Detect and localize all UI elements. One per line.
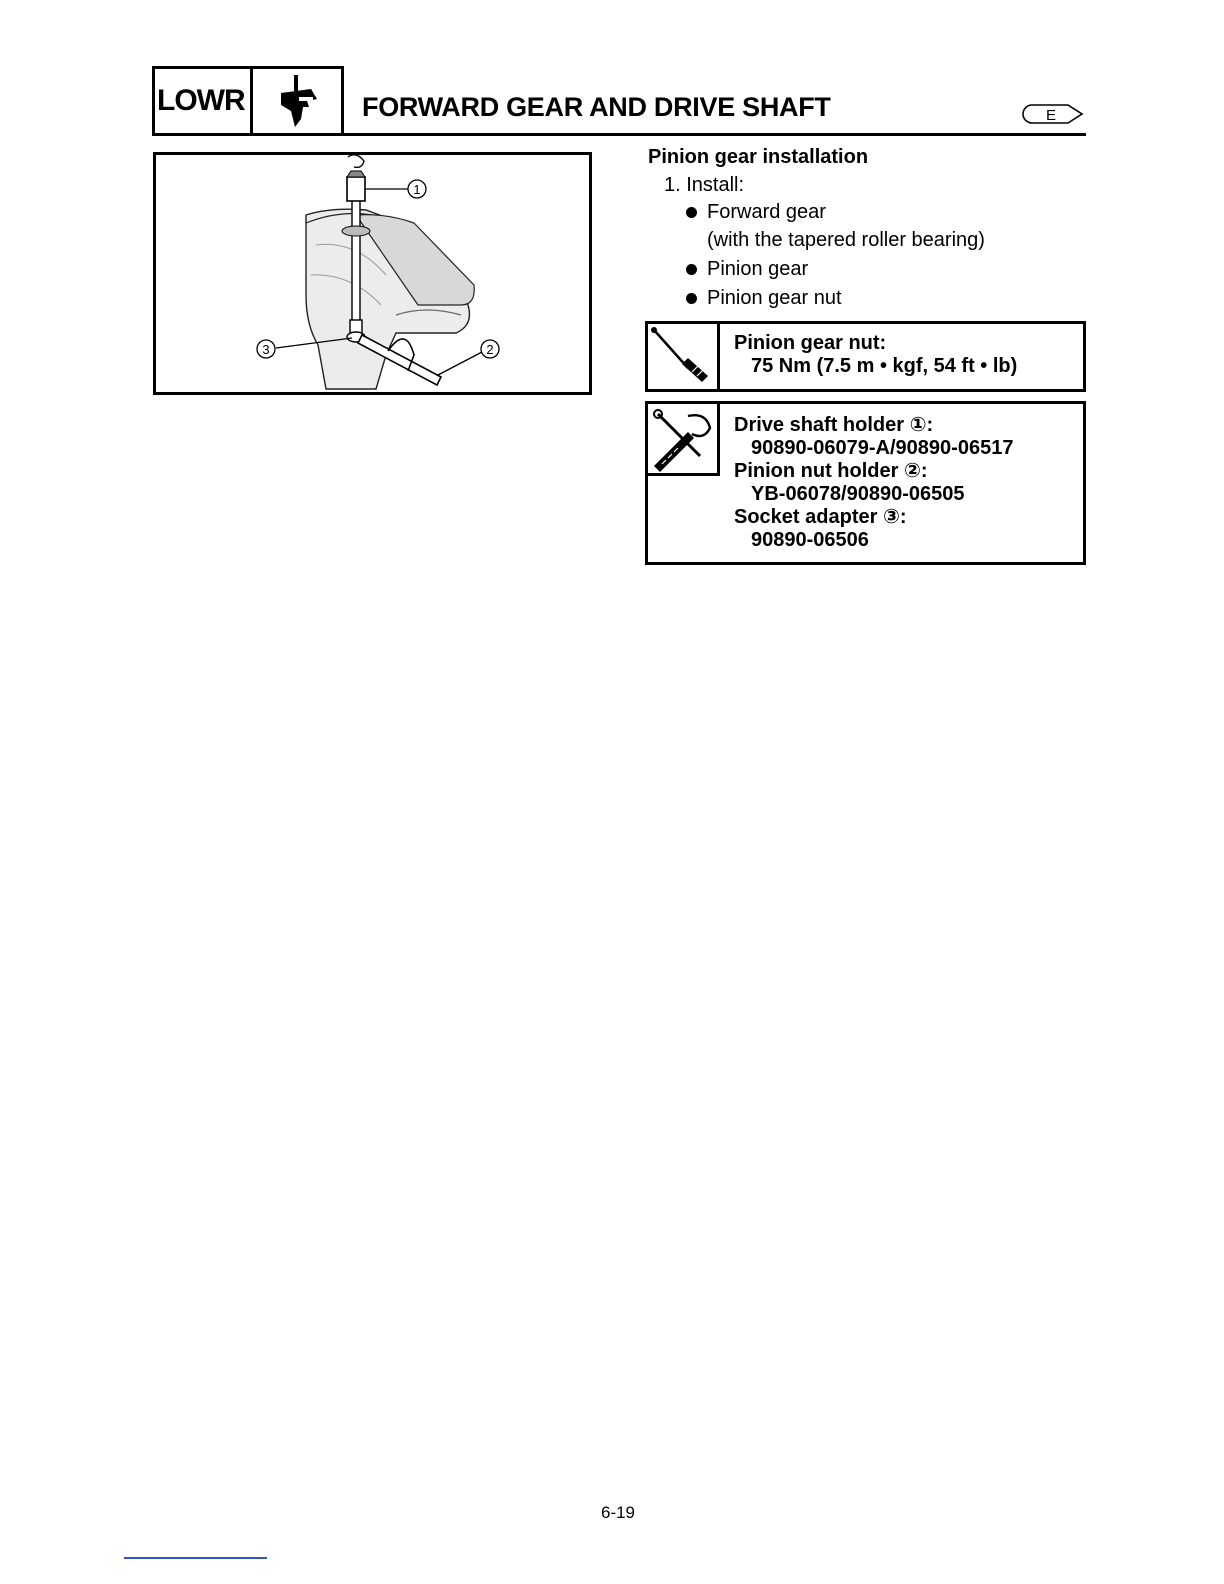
page-title: FORWARD GEAR AND DRIVE SHAFT xyxy=(362,92,831,122)
list-item: Pinion gear nut xyxy=(686,287,842,310)
list-item: Pinion gear xyxy=(686,258,808,281)
tool-label: Pinion nut holder ②: xyxy=(734,460,928,482)
lower-unit-icon xyxy=(253,69,341,133)
svg-text:3: 3 xyxy=(262,342,270,357)
special-tool-icon xyxy=(648,404,720,476)
footer-link-underline xyxy=(124,1557,267,1559)
callout-2 xyxy=(481,340,499,358)
torque-value: 75 Nm (7.5 m • kgf, 54 ft • lb) xyxy=(751,355,1018,377)
section-badge xyxy=(152,66,344,136)
special-tool-box xyxy=(645,401,1086,565)
svg-text:2: 2 xyxy=(486,342,494,357)
language-badge xyxy=(1022,103,1084,130)
svg-text:1: 1 xyxy=(413,182,421,197)
header-rule xyxy=(344,133,1086,136)
language-badge-label: E xyxy=(1046,107,1057,124)
page-number: 6-19 xyxy=(600,1503,636,1522)
lower-unit-figure xyxy=(153,152,592,395)
callout-1 xyxy=(408,180,426,198)
callout-3 xyxy=(257,340,275,358)
bullet-icon xyxy=(686,293,697,304)
bullet-icon xyxy=(686,264,697,275)
section-code: LOWR xyxy=(155,69,253,133)
torque-spec-box xyxy=(645,321,1086,392)
torque-label: Pinion gear nut: xyxy=(734,332,887,354)
list-item-note: (with the tapered roller bearing) xyxy=(707,229,985,251)
list-item: Forward gear xyxy=(686,201,826,224)
step-1: 1. Install: xyxy=(664,174,745,196)
tool-label: Socket adapter ③: xyxy=(734,506,907,528)
tool-number: 90890-06506 xyxy=(751,529,869,551)
section-title: Pinion gear installation xyxy=(648,146,869,168)
bullet-icon xyxy=(686,207,697,218)
tool-number: 90890-06079-A/90890-06517 xyxy=(751,437,1014,459)
torque-wrench-icon xyxy=(648,324,720,389)
tool-number: YB-06078/90890-06505 xyxy=(751,483,965,505)
tool-label: Drive shaft holder ①: xyxy=(734,414,934,436)
